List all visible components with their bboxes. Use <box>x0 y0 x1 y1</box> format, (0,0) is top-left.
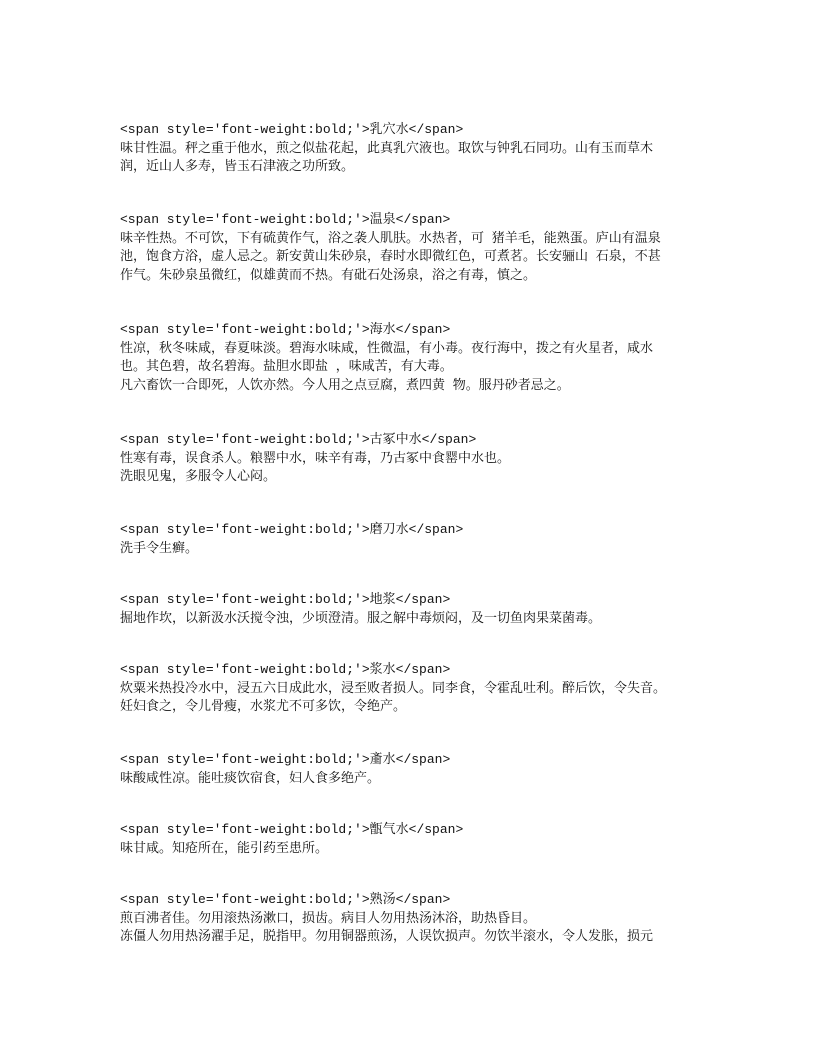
entry <box>120 121 710 177</box>
entry <box>120 591 710 628</box>
entry-heading: <span style='font-weight:bold;'>齑水</span> <box>120 752 451 767</box>
entry-text-line: 洗眼见鬼，多服令人心闷。 <box>120 469 277 485</box>
entry-text-line: 性凉，秋冬味咸，春夏味淡。碧海水味咸，性微温，有小毒。夜行海中，拨之有火星者，咸水 <box>120 340 654 356</box>
entry-heading: <span style='font-weight:bold;'>海水</span> <box>120 322 451 337</box>
entry-text-line: 作气。朱砂泉虽微红，似雄黄而不热。有砒石处汤泉，浴之有毒，慎之。 <box>120 268 537 284</box>
entry-text-line: 性寒有毒，误食杀人。粮罂中水，味辛有毒，乃古冢中食罂中水也。 <box>120 450 511 466</box>
entry-text-line: 凡六畜饮一合即死，人饮亦然。今人用之点豆腐，煮四黄 物。服丹砂者忌之。 <box>120 378 570 394</box>
entry <box>120 821 710 858</box>
entry-heading: <span style='font-weight:bold;'>地浆</span> <box>120 592 451 607</box>
entry-text-line: 煎百沸者佳。勿用滚热汤漱口，损齿。病目人勿用热汤沐浴，助热昏目。 <box>120 910 537 926</box>
entry <box>120 891 710 947</box>
entry-text-line: 炊粟米热投冷水中，浸五六日成此水，浸至败者损人。同李食，令霍乱吐利。醉后饮，令失音。 <box>120 680 667 696</box>
entry <box>120 211 710 286</box>
entry <box>120 661 710 717</box>
entry <box>120 521 710 558</box>
entry-text-line: 掘地作坎，以新汲水沃搅令浊，少顷澄清。服之解中毒烦闷，及一切鱼肉果菜菌毒。 <box>120 610 602 626</box>
entry-heading: <span style='font-weight:bold;'>古冢中水</span> <box>120 432 477 447</box>
entry-heading: <span style='font-weight:bold;'>浆水</span> <box>120 662 451 677</box>
entry-text-line: 洗手令生癣。 <box>120 540 199 556</box>
entry-text-line: 冻僵人勿用热汤濯手足，脱指甲。勿用铜器煎汤，人误饮损声。勿饮半滚水，令人发胀，损元 <box>120 929 654 945</box>
entry <box>120 751 710 788</box>
entry-heading: <span style='font-weight:bold;'>乳穴水</span> <box>120 122 464 137</box>
entry-heading: <span style='font-weight:bold;'>甑气水</span> <box>120 822 464 837</box>
entry-text-line: 味甘性温。秤之重于他水，煎之似盐花起，此真乳穴液也。取饮与钟乳石同功。山有玉而草木 <box>120 140 654 156</box>
entry-text-line: 味酸咸性凉。能吐痰饮宿食，妇人食多绝产。 <box>120 770 381 786</box>
entry-text-line: 味甘咸。知疮所在，能引药至患所。 <box>120 840 329 856</box>
entry <box>120 431 710 487</box>
entry-heading: <span style='font-weight:bold;'>磨刀水</span> <box>120 522 464 537</box>
entry-text-line: 也。其色碧，故名碧海。盐胆水即盐 ，味咸苦，有大毒。 <box>120 359 453 375</box>
entry <box>120 321 710 396</box>
entry-heading: <span style='font-weight:bold;'>熟汤</span> <box>120 892 451 907</box>
entry-heading: <span style='font-weight:bold;'>温泉</span> <box>120 212 451 227</box>
entry-text-line: 味辛性热。不可饮，下有硫黄作气，浴之袭人肌肤。水热者，可 猪羊毛，能熟蛋。庐山有温泉 <box>120 230 661 246</box>
entry-text-line: 润，近山人多寿，皆玉石津液之功所致。 <box>120 159 355 175</box>
entry-text-line: 妊妇食之，令儿骨瘦，水浆尤不可多饮，令绝产。 <box>120 699 407 715</box>
entry-text-line: 池，饱食方浴，虚人忌之。新安黄山朱砂泉，春时水即微红色，可煮茗。长安骊山 石泉，不甚 <box>120 249 661 265</box>
